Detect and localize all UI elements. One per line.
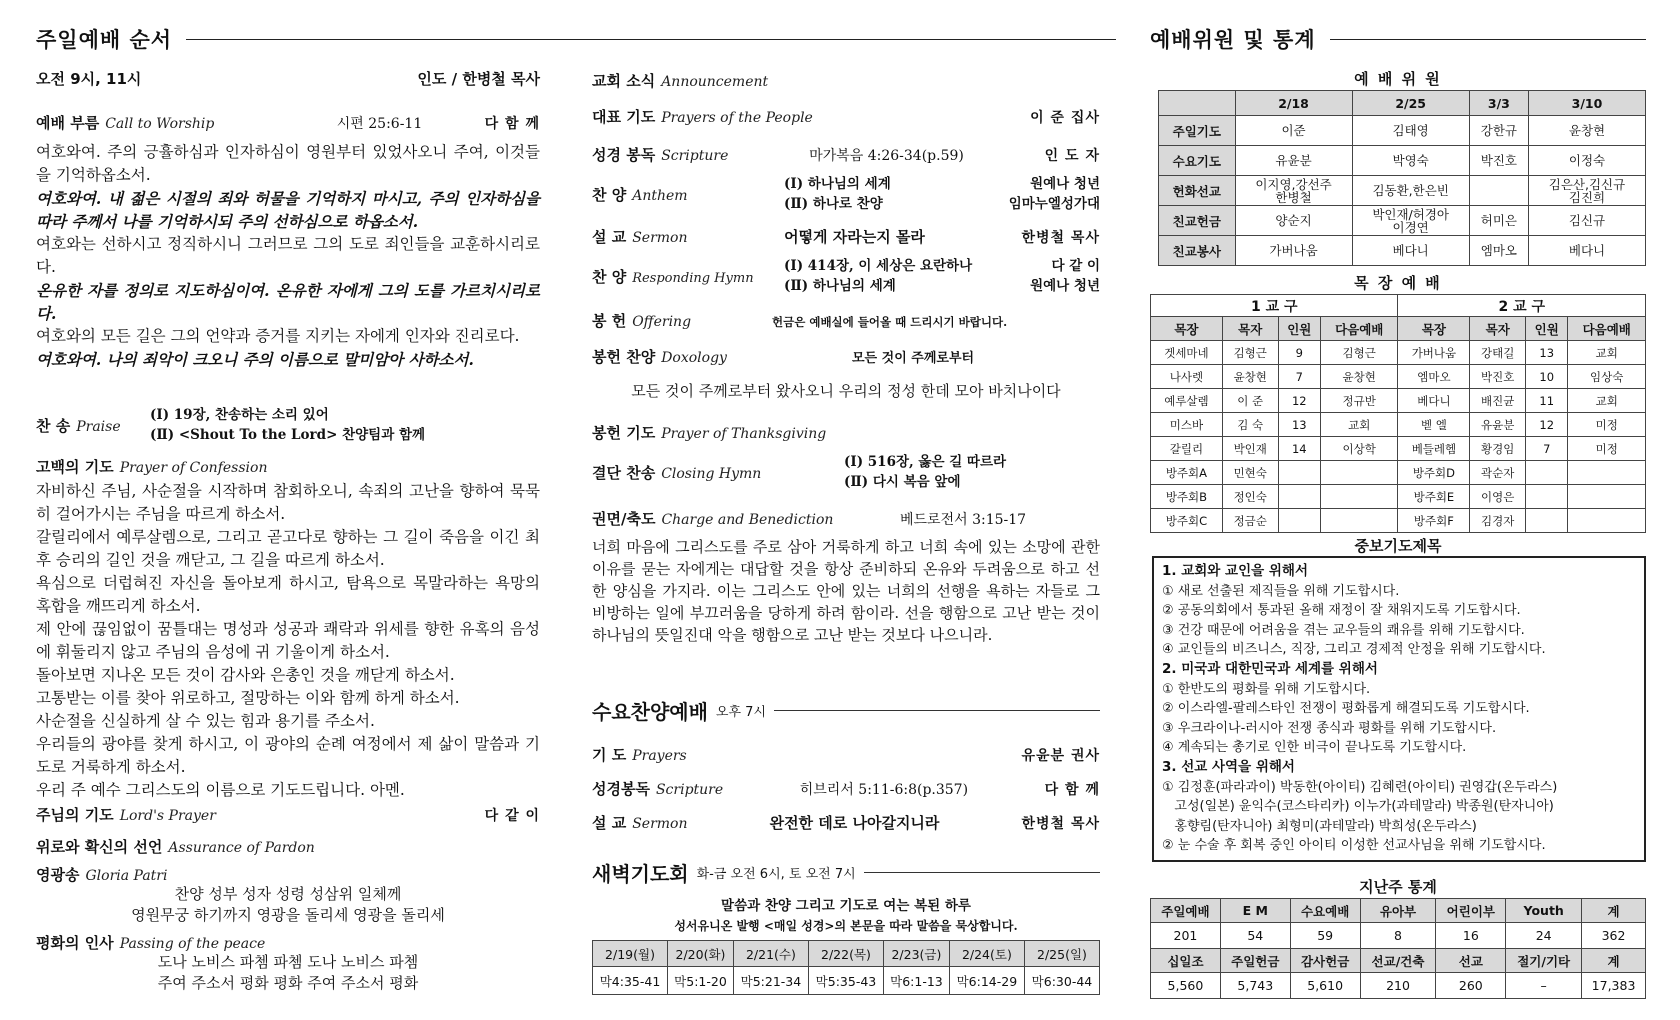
confession-line: 욕심으로 더럽혀진 자신을 돌아보게 하시고, 탐욕으로 목말라하는 욕망의 혹합을 깨뜨리게 하소서. [36,574,540,615]
pasture-cell [1320,461,1398,485]
pasture-cell: 12 [1526,413,1568,437]
pasture-cell: 임상숙 [1568,365,1646,389]
committee-cell: 유윤분 [1235,146,1352,176]
pasture-cell: 베다니 [1398,389,1470,413]
call-line: 여호와의 모든 길은 그의 언약과 증거를 지키는 자에게 인자와 진리로다. [36,327,520,345]
pasture-cell: 김형근 [1222,341,1278,365]
pasture-cell: 이영은 [1470,485,1526,509]
dawn-ref-cell: 막6:30-44 [1024,967,1099,995]
stats-value-cell: 17,383 [1582,973,1646,999]
prayer-item: ① 한반도의 평화를 위해 기도합시다. [1162,681,1371,697]
confession-line: 갈릴리에서 예루살렘으로, 그리고 곧고다로 향하는 그 길이 죽음을 이긴 최후 승리의 길인 것을 깨닫고, 그 길을 따르게 하소서. [36,528,540,569]
pasture-cell: 박인재 [1222,437,1278,461]
stats-header-cell: 선교/건축 [1360,949,1436,973]
prayer-item: 홍향림(탄자니아) 최형미(과테말라) 박희성(온두라스) [1162,818,1477,834]
prayer-title: 중보기도제목 [1354,537,1442,555]
gloria-text: 찬양 성부 성자 성령 성삼위 일체께 영원무궁 하기까지 영광을 돌리세 영광을 돌리세 [131,885,445,924]
pasture-cell: 12 [1278,389,1320,413]
stats-header-cell: E M [1220,899,1290,923]
dawn-ref-cell: 막5:21-34 [733,967,808,995]
call-to-worship-row: 예배 부름 Call to Worship 시편 25:6-11 다 함 께 [36,114,540,132]
committee-date-header: 3/10 [1529,91,1646,116]
dawn-day-cell: 2/21(수) [733,941,808,967]
peace-row: 평화의 인사 Passing of the peace [36,934,266,952]
pasture-cell: 방주회B [1151,485,1223,509]
committee-corner-cell [1159,91,1236,116]
pasture-cell: 방주회C [1151,509,1223,533]
wed-sermon-row: 설 교 Sermon 완전한 데로 나아갈지니라 한병철 목사 [592,814,1100,832]
charge-text: 너희 마음에 그리스도를 주로 삼아 거룩하게 하고 너희 속에 있는 소망에 관한 이유를 묻는 자에게는 대답할 것을 항상 준비하되 온유와 두려움으로 하고 선한 양심을 가지라. 이는 그리스도 안에 있는 너희의 선행을 욕하는 자들로 그 비방하는 일에 부끄러움을 당하게 하려 함이라. 선을 행함으로 고난 받는 것이 하나님의 뜻일진대 악을 행함으로 고난 받는 것보다 나으니라. [592,538,1100,644]
prayer-heading: 1. 교회와 교인을 위해서 [1162,563,1308,579]
pasture-cell [1568,461,1646,485]
stats-header-cell: 유아부 [1360,899,1436,923]
prayer-item: ② 이스라엘-팔레스타인 전쟁이 평화롭게 해결되도록 기도합시다. [1162,701,1530,717]
pasture-cell: 교회 [1568,341,1646,365]
worship-order-header [36,24,1116,54]
stats-header-cell: 절기/기타 [1506,949,1582,973]
committee-cell: 박영숙 [1352,146,1469,176]
pasture-cell: 윤창현 [1320,365,1398,389]
pasture-cell: 미스바 [1151,413,1223,437]
committee-table [1158,90,1646,266]
committee-cell: 베다니 [1352,236,1469,266]
pasture-cell: 미정 [1568,437,1646,461]
dawn-day-cell: 2/22(목) [808,941,883,967]
stats-table [1150,898,1646,999]
pasture-cell: 나사렛 [1151,365,1223,389]
prayer-item: ② 눈 수술 후 회복 중인 아이티 이성한 선교사님을 위해 기도합시다. [1162,838,1546,854]
dawn-intro: 말씀과 찬양 그리고 기도로 여는 복된 하루 성서유니온 발행 <매일 성경>의 본문을 따라 말씀을 묵상합니다. [674,898,1018,933]
committee-cell: 가버나움 [1235,236,1352,266]
confession-text [36,480,540,802]
committee-cell: 허미은 [1469,206,1528,236]
pasture-col-header: 인원 [1278,317,1320,341]
pasture-cell: 교회 [1568,389,1646,413]
committee-date-header: 3/3 [1469,91,1528,116]
wed-scripture-row: 성경봉독 Scripture 히브리서 5:11-6:8(p.357) 다 함 께 [592,780,1100,798]
stats-header-cell: 계 [1582,949,1646,973]
closing-hymn-row: 결단 찬송 Closing Hymn (Ⅰ) 516장, 옳은 길 따르라 (Ⅱ) 다시 복음 앞에 [592,454,1007,490]
pasture-col-header: 인원 [1526,317,1568,341]
stats-value-cell: 59 [1290,923,1360,949]
confession-line: 제 안에 끊임없이 꿈틀대는 명성과 성공과 쾌락과 위세를 향한 유혹의 음성에 휘둘리지 않고 주님의 음성에 귀 기울이게 하소서. [36,620,540,661]
pasture-cell: 방주회D [1398,461,1470,485]
wednesday-header: 수요찬양예배 오후 7시 [592,696,1100,725]
stats-value-cell: 16 [1436,923,1506,949]
confession-line: 자비하신 주님, 사순절을 시작하며 참회하오니, 속죄의 고난을 향하여 묵묵히 걸어가시는 주님을 따르게 하소서. [36,482,540,523]
pasture-cell: 벧 엘 [1398,413,1470,437]
call-line: 여호와는 선하시고 정직하시니 그러므로 그의 도로 죄인들을 교훈하시리로다. [36,235,540,276]
pasture-cell [1526,509,1568,533]
stats-value-cell: 210 [1360,973,1436,999]
stats-header-cell: 어린이부 [1436,899,1506,923]
pasture-cell [1278,461,1320,485]
pasture-title: 목 장 예 배 [1354,274,1442,292]
confession-line: 우리들의 광야를 찾게 하시고, 이 광야의 순례 여정에서 제 삶이 말씀과 기도로 거룩하게 하소서. [36,735,540,776]
dawn-ref-cell: 막6:14-29 [949,967,1024,995]
pasture-cell: 11 [1526,389,1568,413]
wed-prayer-row: 기 도 Prayers 유윤분 권사 [592,746,1100,764]
pasture-col-header: 다음예배 [1568,317,1646,341]
stats-header-cell: 주일헌금 [1220,949,1290,973]
pasture-cell: 황경임 [1470,437,1526,461]
prayer-item: ② 공동의회에서 통과된 올해 재정이 잘 채워지도록 기도합시다. [1162,603,1521,619]
call-line: 여호와여. 주의 긍휼하심과 인자하심이 영원부터 있었사오니 주여, 이것들을 기억하옵소서. [36,143,540,184]
dawn-day-cell: 2/24(토) [949,941,1024,967]
dawn-schedule-table [592,940,1100,995]
peace-text: 도나 노비스 파쳄 파쳄 도나 노비스 파쳄 주여 주소서 평화 평화 주여 주소서 평화 [157,953,419,992]
anthem-row: 찬 양 Anthem (Ⅰ) 하나님의 세계 원예나 청년 (Ⅱ) 하나로 찬양 임마누엘성가대 [592,176,1100,212]
prayer-item: 고성(일본) 윤익수(코스타리카) 이누가(과테말라) 박종원(탄자니아) [1162,799,1554,815]
dawn-ref-cell: 막5:35-43 [808,967,883,995]
prayer-item: ③ 우크라이나-러시아 전쟁 종식과 평화를 위해 기도합시다. [1162,720,1497,736]
stats-header-cell: 감사헌금 [1290,949,1360,973]
committee-cell: 김동환,한은빈 [1352,176,1469,206]
pasture-cell [1526,485,1568,509]
service-leader: 인도 / 한병철 목사 [417,70,540,88]
gloria-row: 영광송 Gloria Patri [36,866,168,884]
pasture-cell: 방주회A [1151,461,1223,485]
stats-value-cell: 5,610 [1290,973,1360,999]
committee-stats-header: 예배위원 및 통계 [1150,24,1646,54]
pasture-cell [1278,485,1320,509]
dawn-header: 새벽기도회 화-금 오전 6시, 토 오전 7시 [592,858,1100,887]
pasture-cell: 민현숙 [1222,461,1278,485]
stats-value-cell: 201 [1151,923,1221,949]
pasture-cell: 9 [1278,341,1320,365]
pasture-cell: 강태길 [1470,341,1526,365]
pardon-row: 위로와 확신의 선언 Assurance of Pardon [36,838,315,856]
pasture-cell: 13 [1278,413,1320,437]
prayer-heading: 3. 선교 사역을 위해서 [1162,758,1295,775]
call-line: 여호와여. 나의 죄악이 크오니 주의 이름으로 말미암아 사하소서. [36,350,474,369]
pasture-col-header: 목자 [1222,317,1278,341]
committee-cell: 박인재/허경아 이경연 [1352,206,1469,236]
pasture-cell: 곽순자 [1470,461,1526,485]
committee-cell: 이지영,강선주 한병철 [1235,176,1352,206]
committee-role-label: 친교헌금 [1159,206,1236,236]
stats-value-cell: 54 [1220,923,1290,949]
pasture-cell: 박진호 [1470,365,1526,389]
committee-cell: 윤창현 [1529,116,1646,146]
prayer-item: ④ 계속되는 총기로 인한 비극이 끝나도록 기도합시다. [1162,740,1467,756]
committee-cell: 이정숙 [1529,146,1646,176]
pasture-cell: 김형근 [1320,341,1398,365]
offering-row: 봉 헌 Offering 헌금은 예배실에 들어올 때 드리시기 바랍니다. [592,312,1008,330]
committee-cell [1469,176,1528,206]
intercessory-prayer-box [1152,556,1646,862]
committee-role-label: 헌화선교 [1159,176,1236,206]
sermon-row: 설 교 Sermon 어떻게 자라는지 몰라 한병철 목사 [592,228,1100,246]
committee-role-label: 주일기도 [1159,116,1236,146]
pasture-cell: 방주회F [1398,509,1470,533]
pasture-cell: 베들레헴 [1398,437,1470,461]
praise-row: 찬 송 Praise (Ⅰ) 19장, 찬송하는 소리 있어 (Ⅱ) <Shout To the Lord> 찬양팀과 함께 [36,407,426,443]
pasture-cell: 김 숙 [1222,413,1278,437]
pasture-cell [1320,485,1398,509]
call-line: 온유한 자를 정의로 지도하심이여. 온유한 자에게 그의 도를 가르치시리로다. [36,281,540,323]
pasture-cell: 14 [1278,437,1320,461]
pasture-cell: 교회 [1320,413,1398,437]
pasture-cell: 엠마오 [1398,365,1470,389]
prayer-item: ③ 건강 때문에 어려움을 겪는 교우들의 쾌유를 위해 기도합시다. [1162,622,1525,638]
stats-header-cell: 수요예배 [1290,899,1360,923]
dawn-day-cell: 2/23(금) [883,941,949,967]
service-time: 오전 9시, 11시 [36,70,142,88]
pasture-cell: 김경자 [1470,509,1526,533]
stats-header-cell: 십일조 [1151,949,1221,973]
stats-header-cell: 계 [1582,899,1646,923]
charge-row: 권면/축도 Charge and Benediction 베드로전서 3:15-17 [592,510,1027,528]
district-1-header: 1 교 구 [1151,295,1398,317]
prayer-heading: 2. 미국과 대한민국과 세계를 위해서 [1162,660,1378,677]
pasture-cell: 방주회E [1398,485,1470,509]
dawn-day-cell: 2/20(화) [668,941,734,967]
stats-value-cell: – [1506,973,1582,999]
pasture-cell: 10 [1526,365,1568,389]
pasture-cell: 7 [1278,365,1320,389]
lords-prayer-row: 주님의 기도 Lord's Prayer 다 같 이 [36,806,540,824]
scripture-row: 성경 봉독 Scripture 마가복음 4:26-34(p.59) 인 도 자 [592,146,1100,164]
confession-line: 돌아보면 지나온 모든 것이 감사와 은총인 것을 깨닫게 하소서. [36,666,455,684]
pasture-col-header: 목장 [1398,317,1470,341]
committee-cell: 엠마오 [1469,236,1528,266]
pasture-cell: 겟세마네 [1151,341,1223,365]
dawn-day-cell: 2/25(일) [1024,941,1099,967]
stats-header-cell: Youth [1506,899,1582,923]
pasture-cell [1568,509,1646,533]
prayer-item: ④ 교인들의 비즈니스, 직장, 그리고 경제적 안정을 위해 기도합시다. [1162,642,1546,658]
pasture-cell [1568,485,1646,509]
call-line: 여호와여. 내 젊은 시절의 죄와 허물을 기억하지 마시고, 주의 인자하심을 따라 주께서 나를 기억하시되 주의 선하심으로 하옵소서. [36,189,540,231]
pasture-cell: 7 [1526,437,1568,461]
committee-cell: 김신규 [1529,206,1646,236]
committee-cell: 강한규 [1469,116,1528,146]
committee-cell: 양순지 [1235,206,1352,236]
pasture-cell [1526,461,1568,485]
pasture-cell: 가버나움 [1398,341,1470,365]
committee-cell: 이준 [1235,116,1352,146]
pasture-cell: 정규반 [1320,389,1398,413]
pasture-cell: 갈릴리 [1151,437,1223,461]
committee-date-header: 2/25 [1352,91,1469,116]
committee-date-header: 2/18 [1235,91,1352,116]
stats-value-cell: 24 [1506,923,1582,949]
pasture-cell [1278,509,1320,533]
confession-line: 우리 주 예수 그리스도의 이름으로 기도드립니다. 아멘. [36,781,405,799]
prayer-item: ① 김정훈(파라과이) 박동한(아이티) 김혜련(아이티) 권영갑(온두라스) [1162,779,1558,795]
pasture-cell: 윤창현 [1222,365,1278,389]
stats-value-cell: 260 [1436,973,1506,999]
stats-header-cell: 선교 [1436,949,1506,973]
doxology-row: 봉헌 찬양 Doxology 모든 것이 주께로부터 [592,348,975,366]
dawn-day-cell: 2/19(월) [593,941,668,967]
pasture-cell: 정금순 [1222,509,1278,533]
call-to-worship-text [36,141,540,371]
pasture-cell: 13 [1526,341,1568,365]
pasture-cell: 정인숙 [1222,485,1278,509]
committee-cell: 베다니 [1529,236,1646,266]
confession-line: 고통받는 이를 찾아 위로하고, 절망하는 이와 함께 하게 하소서. [36,689,460,707]
pasture-col-header: 목장 [1151,317,1223,341]
stats-title: 지난주 통계 [1359,878,1437,896]
pasture-col-header: 목자 [1470,317,1526,341]
stats-value-cell: 8 [1360,923,1436,949]
pasture-table [1150,294,1646,533]
stats-value-cell: 5,560 [1151,973,1221,999]
prayer-item: ① 새로 선출된 제직들을 위해 기도합시다. [1162,583,1400,599]
confession-row: 고백의 기도 Prayer of Confession [36,458,268,476]
pasture-col-header: 다음예배 [1320,317,1398,341]
stats-value-cell: 5,743 [1220,973,1290,999]
pasture-cell: 이상학 [1320,437,1398,461]
pasture-cell: 미정 [1568,413,1646,437]
committee-role-label: 친교봉사 [1159,236,1236,266]
committee-title: 예 배 위 원 [1354,70,1442,88]
district-2-header: 2 교 구 [1398,295,1646,317]
committee-cell: 김태영 [1352,116,1469,146]
thanksgiving-row: 봉헌 기도 Prayer of Thanksgiving [592,424,827,442]
pasture-cell [1320,509,1398,533]
confession-line: 사순절을 신실하게 살 수 있는 힘과 용기를 주소서. [36,712,375,730]
committee-role-label: 수요기도 [1159,146,1236,176]
responding-hymn-row: 찬 양 Responding Hymn (Ⅰ) 414장, 이 세상은 요란하나 다 같 이 (Ⅱ) 하나님의 세계 원예나 청년 [592,258,1100,294]
committee-cell: 김은산,김신규 김진희 [1529,176,1646,206]
committee-cell: 박진호 [1469,146,1528,176]
dawn-ref-cell: 막6:1-13 [883,967,949,995]
pasture-cell: 배진균 [1470,389,1526,413]
pasture-cell: 이 준 [1222,389,1278,413]
rep-prayer-row: 대표 기도 Prayers of the People 이 준 집사 [592,108,1100,126]
worship-order-title: 주일예배 순서 [36,28,173,52]
stats-header-cell: 주일예배 [1151,899,1221,923]
stats-value-cell: 362 [1582,923,1646,949]
dawn-ref-cell: 막5:1-20 [668,967,734,995]
dawn-ref-cell: 막4:35-41 [593,967,668,995]
doxology-text: 모든 것이 주께로부터 왔사오니 우리의 정성 한데 모아 바치나이다 [631,382,1061,400]
pasture-cell: 예루살렘 [1151,389,1223,413]
pasture-cell: 유윤분 [1470,413,1526,437]
announcement-row: 교회 소식 Announcement [592,72,769,90]
